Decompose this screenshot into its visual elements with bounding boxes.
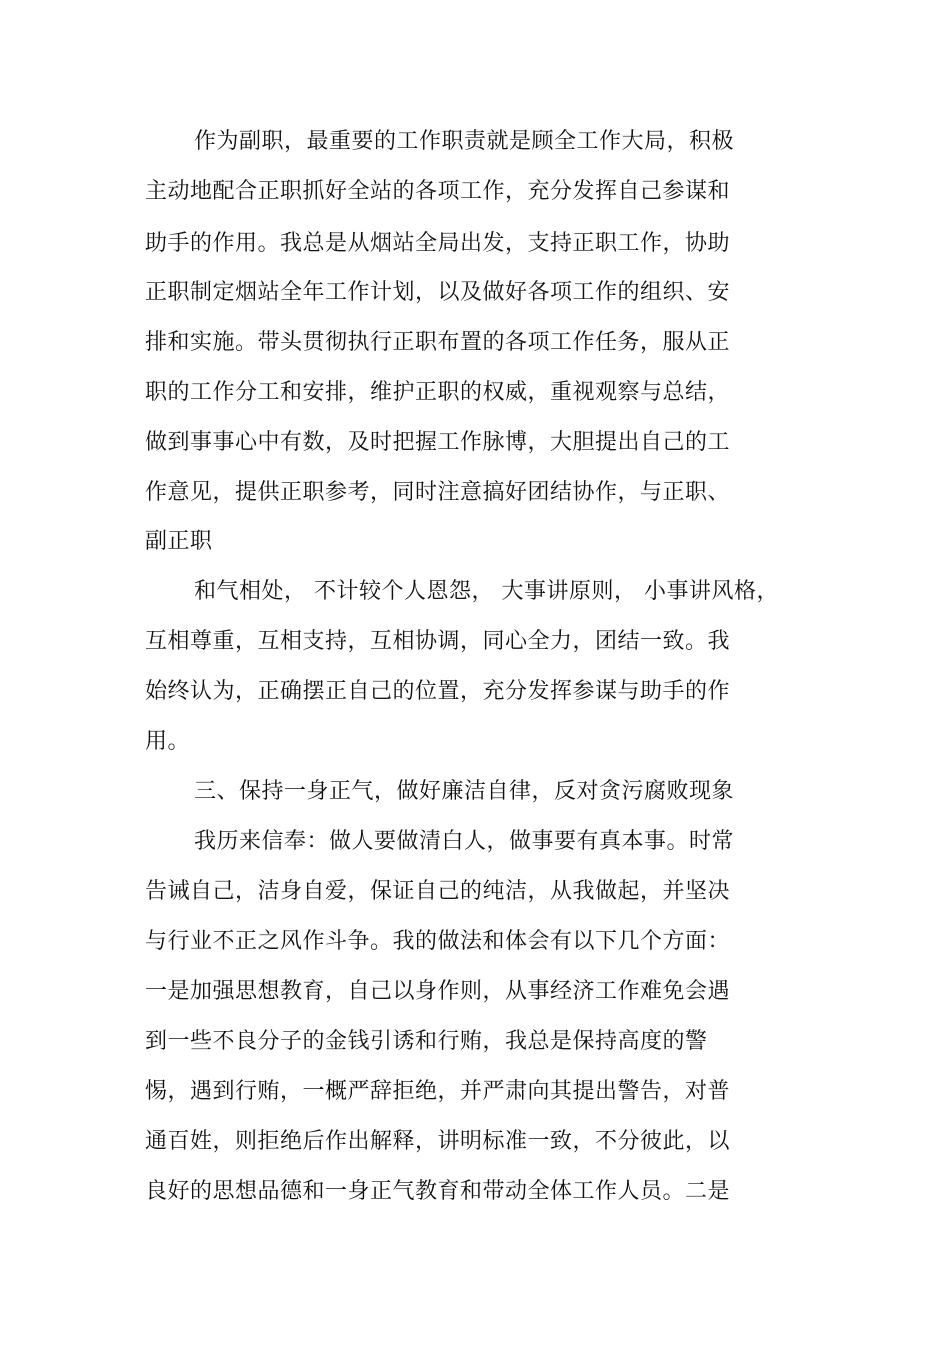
- paragraph-line: 告诫自己，洁身自爱，保证自己的纯洁，从我做起，并坚决: [145, 879, 731, 904]
- paragraph-line: 良好的思想品德和一身正气教育和带动全体工作人员。二是: [145, 1179, 731, 1204]
- paragraph-line: 通百姓，则拒绝后作出解释，讲明标准一致，不分彼此，以: [145, 1129, 731, 1154]
- paragraph-line: 一是加强思想教育，自己以身作则，从事经济工作难免会遇: [145, 979, 731, 1004]
- paragraph-line: 我历来信奉：做人要做清白人，做事要有真本事。时常: [194, 829, 735, 854]
- paragraph-line: 做到事事心中有数，及时把握工作脉博，大胆提出自己的工: [145, 430, 731, 455]
- paragraph-line: 职的工作分工和安排，维护正职的权威，重视观察与总结，: [145, 380, 731, 405]
- paragraph-line: 与行业不正之风作斗争。我的做法和体会有以下几个方面：: [145, 929, 731, 954]
- paragraph-line: 主动地配合正职抓好全站的各项工作，充分发挥自己参谋和: [145, 179, 731, 204]
- section-heading: 三、保持一身正气，做好廉洁自律，反对贪污腐败现象: [194, 779, 735, 804]
- paragraph-line: 互相尊重，互相支持，互相协调，同心全力，团结一致。我: [145, 629, 731, 654]
- paragraph-line: 助手的作用。我总是从烟站全局出发，支持正职工作，协助: [145, 231, 731, 256]
- paragraph-line: 和气相处， 不计较个人恩怨， 大事讲原则， 小事讲风格，: [194, 579, 779, 604]
- paragraph-line: 作意见，提供正职参考，同时注意搞好团结协作，与正职、: [145, 480, 731, 505]
- paragraph-line: 正职制定烟站全年工作计划，以及做好各项工作的组织、安: [145, 280, 731, 305]
- paragraph-line: 惕，遇到行贿，一概严辞拒绝，并严肃向其提出警告，对普: [145, 1079, 731, 1104]
- paragraph-line: 始终认为，正确摆正自己的位置，充分发挥参谋与助手的作: [145, 679, 731, 704]
- paragraph-line: 排和实施。带头贯彻执行正职布置的各项工作任务，服从正: [145, 330, 731, 355]
- paragraph-line: 到一些不良分子的金钱引诱和行贿，我总是保持高度的警: [145, 1029, 708, 1054]
- paragraph-line: 用。: [145, 729, 191, 754]
- paragraph-line: 副正职: [145, 529, 213, 554]
- paragraph-line: 作为副职，最重要的工作职责就是顾全工作大局，积极: [194, 129, 735, 154]
